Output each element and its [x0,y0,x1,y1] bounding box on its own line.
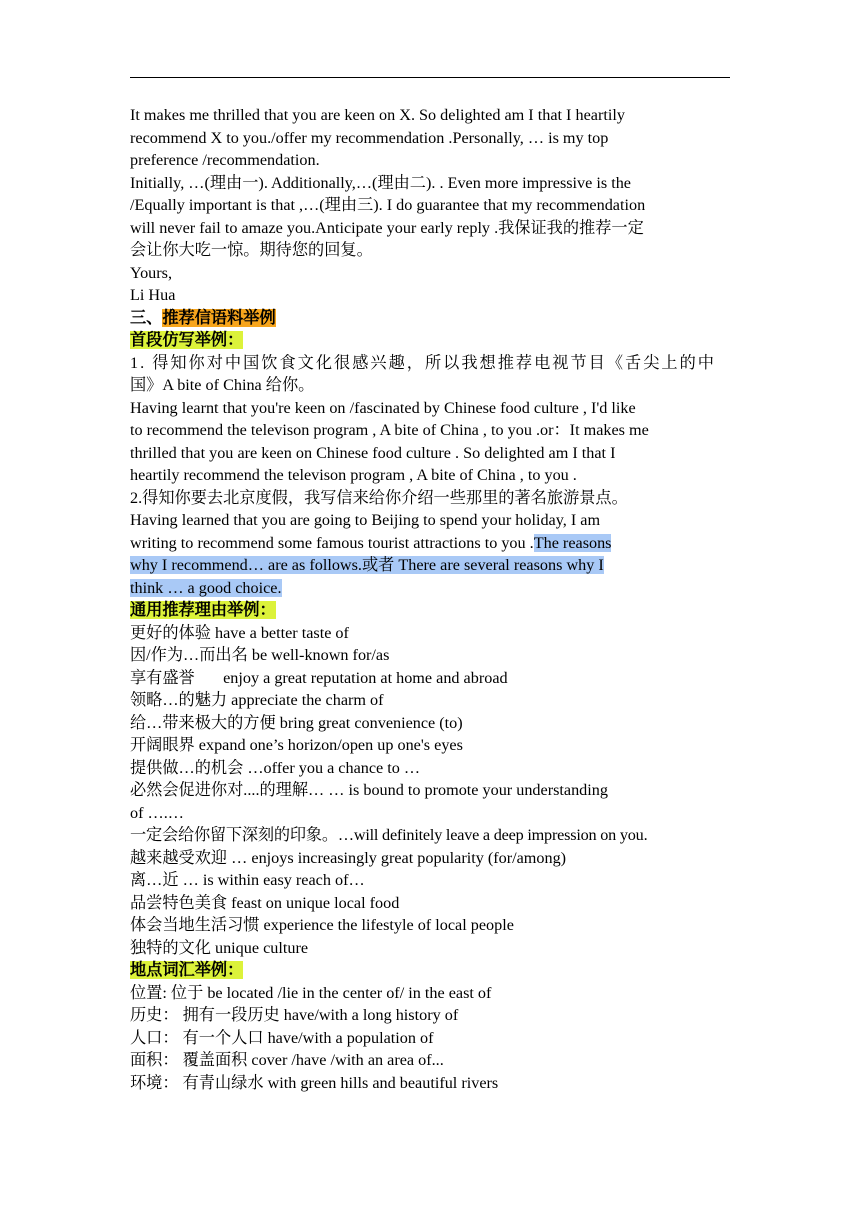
highlighted-text: why I recommend… are as follows.或者 There are several reasons why I [130,556,604,574]
example-line: Having learned that you are going to Beijing to spend your holiday, I am [130,511,601,529]
example-line: thrilled that you are keen on Chinese food culture . So delighted am I that I [130,443,616,462]
section3-heading [130,307,735,330]
letter-line: /Equally important is that ,…(理由三). I do guarantee that my recommendation [130,196,646,214]
example-text: writing to recommend some famous tourist attractions to you . [130,533,534,552]
place-heading: 地点词汇举例： [130,961,244,979]
reason-item: 品尝特色美食 feast on unique local food [130,893,400,912]
place-item: 位置: 位于 be located /lie in the center of/ in the east of [130,983,492,1002]
example-line [130,532,735,555]
first-para-heading: 首段仿写举例： [130,331,244,349]
example-line: 2.得知你要去北京度假，我写信来给你介绍一些那里的著名旅游景点。 [130,488,628,507]
example-line: 1. 得知你对中国饮食文化很感兴趣，所以我想推荐电视节目《舌尖上的中 [130,353,716,372]
letter-closing: Yours, [130,263,172,282]
reason-item: 独特的文化 unique culture [130,938,309,957]
example-line: heartily recommend the televison program , A bite of China , to you . [130,466,577,484]
letter-signature: Li Hua [130,286,176,304]
reason-item: 开阔眼界 expand one’s horizon/open up one's eyes [130,736,463,754]
reason-item: 体会当地生活习惯 experience the lifestyle of local people [130,916,514,934]
letter-line: It makes me thrilled that you are keen on X. So delighted am I that I heartily [130,106,625,124]
reason-item: 一定会给你留下深刻的印象。…will definitely leave a deep impression on you. [130,826,648,844]
example-line [130,577,735,600]
reason-item: 提供做…的机会 …offer you a chance to … [130,758,421,777]
example-line [130,554,735,577]
document-body [130,104,735,1094]
highlighted-text: think … a good choice. [130,578,282,597]
reasons-heading: 通用推荐理由举例： [130,601,276,619]
reason-item: 越来越受欢迎 … enjoys increasingly great popularity (for/among) [130,848,567,867]
place-item: 人口： 有一个人口 have/with a population of [130,1028,434,1047]
highlighted-text: The reasons [533,533,612,552]
reason-item: 必然会促进你对....的理解… … is bound to promote your understanding [130,781,608,799]
section3-title: 推荐信语料举例 [162,308,276,327]
letter-line: 会让你大吃一惊。期待您的回复。 [130,241,373,259]
example-line: 国》A bite of China 给你。 [130,376,315,394]
reason-item: 领略…的魅力 appreciate the charm of [130,691,384,709]
place-item: 环境： 有青山绿水 with green hills and beautiful rivers [130,1073,499,1092]
header-rule [130,77,730,78]
letter-line: will never fail to amaze you.Anticipate your early reply .我保证我的推荐一定 [130,218,644,237]
reason-item: 离…近 … is within easy reach of… [130,871,365,889]
reasons-heading-row [130,599,735,622]
reason-item: 享有盛誉 enjoy a great reputation at home and abroad [130,668,508,687]
first-para-heading-row [130,329,735,352]
example-line: Having learnt that you're keen on /fascinated by Chinese food culture , I'd like [130,398,636,417]
reason-item: of ….… [130,803,184,822]
letter-line: Initially, …(理由一). Additionally,…(理由二). . Even more impressive is the [130,173,631,192]
place-heading-row [130,959,735,982]
place-item: 历史： 拥有一段历史 have/with a long history of [130,1006,459,1024]
reason-item: 因/作为…而出名 be well-known for/as [130,646,390,664]
reason-item: 给…带来极大的方便 bring great convenience (to) [130,713,463,732]
letter-line: preference /recommendation. [130,151,320,169]
place-item: 面积： 覆盖面积 cover /have /with an area of... [130,1051,444,1069]
section3-prefix: 三、 [130,308,163,327]
letter-line: recommend X to you./offer my recommendation .Personally, … is my top [130,128,609,147]
reason-item: 更好的体验 have a better taste of [130,623,349,642]
example-line: to recommend the televison program , A bite of China , to you .or：It makes me [130,421,649,439]
